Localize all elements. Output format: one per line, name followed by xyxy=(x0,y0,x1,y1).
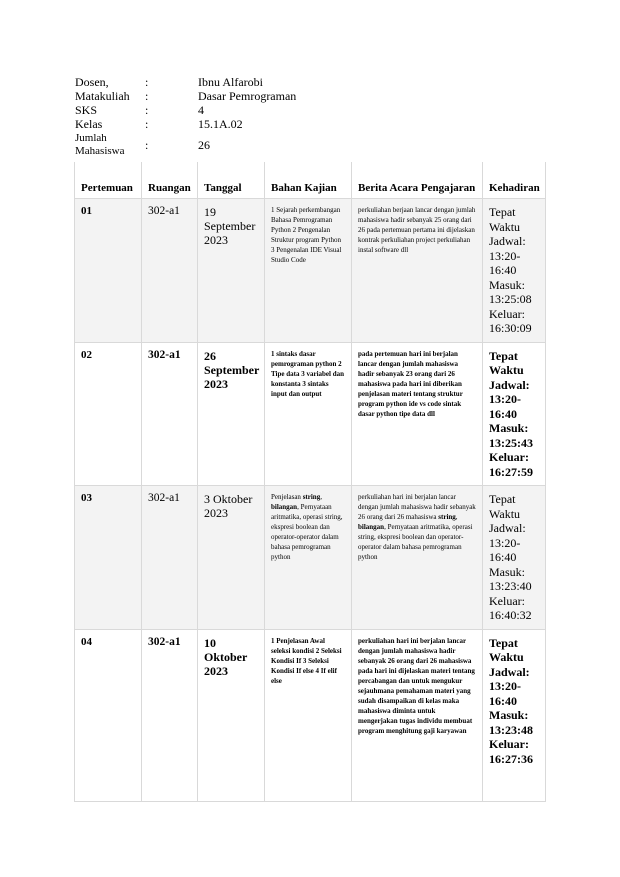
attendance-schedule: Jadwal: 13:20-16:40 xyxy=(489,377,530,421)
info-value: 4 xyxy=(198,103,204,117)
info-value: Ibnu Alfarobi xyxy=(198,75,263,89)
date-cell: 10 Oktober 2023 xyxy=(198,629,265,801)
info-colon: : xyxy=(145,89,149,103)
attendance-cell xyxy=(483,629,546,801)
table-row xyxy=(75,486,546,630)
bold-term: string xyxy=(438,513,456,521)
col-header-tanggal: Tanggal xyxy=(198,162,265,199)
course-info xyxy=(75,75,398,158)
room-cell: 302-a1 xyxy=(142,199,198,343)
text-run: , xyxy=(320,493,322,501)
room-cell: 302-a1 xyxy=(142,342,198,486)
attendance-cell xyxy=(483,199,546,343)
material-cell: 1 Sejarah perkembangan Bahasa Pemrograman Python 2 Pengenalan Struktur program Python 3 Pengenalan IDE Visual Studio Code xyxy=(265,199,352,343)
attendance-table xyxy=(74,162,546,802)
info-label: Matakuliah xyxy=(75,89,130,103)
info-colon: : xyxy=(145,138,149,152)
attendance-schedule: Jadwal: 13:20-16:40 xyxy=(489,234,526,277)
attendance-cell xyxy=(483,342,546,486)
text-run: , xyxy=(455,513,458,521)
bold-term: string xyxy=(302,493,321,501)
date-cell: 3 Oktober 2023 xyxy=(198,486,265,630)
date-cell: 26 September 2023 xyxy=(198,342,265,486)
attendance-status: Tepat Waktu xyxy=(489,348,524,377)
attendance-out: Keluar: 16:27:36 xyxy=(489,737,533,766)
text-run: perkuliahan hari ini berjalan lancar dengan jumlah mahasiswa hadir sebanyak 26 orang dari 26 mahasiswa xyxy=(358,493,476,521)
attendance-status: Tepat Waktu xyxy=(489,205,521,234)
col-header-kehadiran: Kehadiran xyxy=(483,162,546,199)
col-header-bahan-kajian: Bahan Kajian xyxy=(265,162,352,199)
material-cell xyxy=(265,486,352,630)
room-cell: 302-a1 xyxy=(142,486,198,630)
attendance-status: Tepat Waktu xyxy=(489,635,524,664)
report-cell: perkuliahan berjaan lancar dengan jumlah mahasiswa hadir sebanyak 25 orang dari 26 pada pertemuan pertama ini dijelaskan kontrak perkuliahan project perkuliahan instal software dll xyxy=(352,199,483,343)
info-label: Jumlah Mahasiswa xyxy=(75,132,125,157)
table-row xyxy=(75,199,546,343)
attendance-in: Masuk: 13:25:43 xyxy=(489,421,533,450)
material-cell: 1 sintaks dasar pemrograman python 2 Tipe data 3 variabel dan konstanta 3 sintaks input dan output xyxy=(265,342,352,486)
info-colon: : xyxy=(145,75,149,89)
attendance-out: Keluar: 16:40:32 xyxy=(489,593,532,622)
bold-term: bilangan xyxy=(358,523,385,531)
meeting-number: 04 xyxy=(75,629,142,801)
material-cell: 1 Penjelasan Awal seleksi kondisi 2 Seleksi Kondisi If 3 Seleksi Kondisi If else 4 If elif else xyxy=(265,629,352,801)
table-row xyxy=(75,342,546,486)
date-cell: 19 September 2023 xyxy=(198,199,265,343)
table-row xyxy=(75,629,546,801)
attendance-out: Keluar: 16:30:09 xyxy=(489,306,532,335)
col-header-pertemuan: Pertemuan xyxy=(75,162,142,199)
room-cell: 302-a1 xyxy=(142,629,198,801)
col-header-berita-acara: Berita Acara Pengajaran xyxy=(352,162,483,199)
info-colon: : xyxy=(145,103,149,117)
meeting-number: 03 xyxy=(75,486,142,630)
meeting-number: 01 xyxy=(75,199,142,343)
info-row-sks xyxy=(75,103,398,117)
attendance-schedule: Jadwal: 13:20-16:40 xyxy=(489,664,530,708)
attendance-out: Keluar: 16:27:59 xyxy=(489,450,533,479)
col-header-ruangan: Ruangan xyxy=(142,162,198,199)
info-value: 26 xyxy=(198,138,210,152)
text-run: , Pernyataan aritmatika, operasi string, ekspresi boolean dan operator-operator dalam bahasa pemrograman python xyxy=(271,503,343,561)
info-colon: : xyxy=(145,117,149,131)
info-row-kelas xyxy=(75,117,398,131)
info-label: Dosen, xyxy=(75,75,109,89)
info-row-dosen xyxy=(75,75,398,89)
text-run: Penjelasan xyxy=(271,493,303,501)
attendance-in: Masuk: 13:23:40 xyxy=(489,564,532,593)
attendance-status: Tepat Waktu xyxy=(489,492,521,521)
text-run: , Pernyataan aritmatika, operasi string, ekspresi boolean dan operator-operator dalam bahasa pemrograman python xyxy=(358,523,473,561)
attendance-schedule: Jadwal: 13:20-16:40 xyxy=(489,521,526,564)
info-label: Kelas xyxy=(75,117,103,131)
info-label: SKS xyxy=(75,103,98,117)
table-header-row xyxy=(75,162,546,199)
attendance-in: Masuk: 13:23:48 xyxy=(489,708,533,737)
info-value: 15.1A.02 xyxy=(198,117,243,131)
info-row-jumlah xyxy=(75,131,398,158)
report-cell: perkuliahan hari ini berjalan lancar dengan jumlah mahasiswa hadir sebanyak 26 orang dari 26 mahasiswa pada hari ini dijelaskan materi tentang percabangan dan untuk mengukur sejauhmana pemahaman materi yang sudah disampaikan di kelas maka mahasiswa diminta untuk mengerjakan tugas individu membuat program menghitung gaji karyawan xyxy=(352,629,483,801)
info-row-matakuliah xyxy=(75,89,398,103)
report-cell: pada pertemuan hari ini berjalan lancar dengan jumlah mahasiswa hadir sebanyak 23 orang dari 26 mahasiswa pada hari ini diberikan penjelasan materi tentang struktur program python ide vs code sintak dasar python tipe data dll xyxy=(352,342,483,486)
attendance-in: Masuk: 13:25:08 xyxy=(489,277,532,306)
meeting-number: 02 xyxy=(75,342,142,486)
bold-term: bilangan xyxy=(271,503,298,511)
attendance-cell xyxy=(483,486,546,630)
report-cell xyxy=(352,486,483,630)
info-value: Dasar Pemrograman xyxy=(198,89,297,103)
